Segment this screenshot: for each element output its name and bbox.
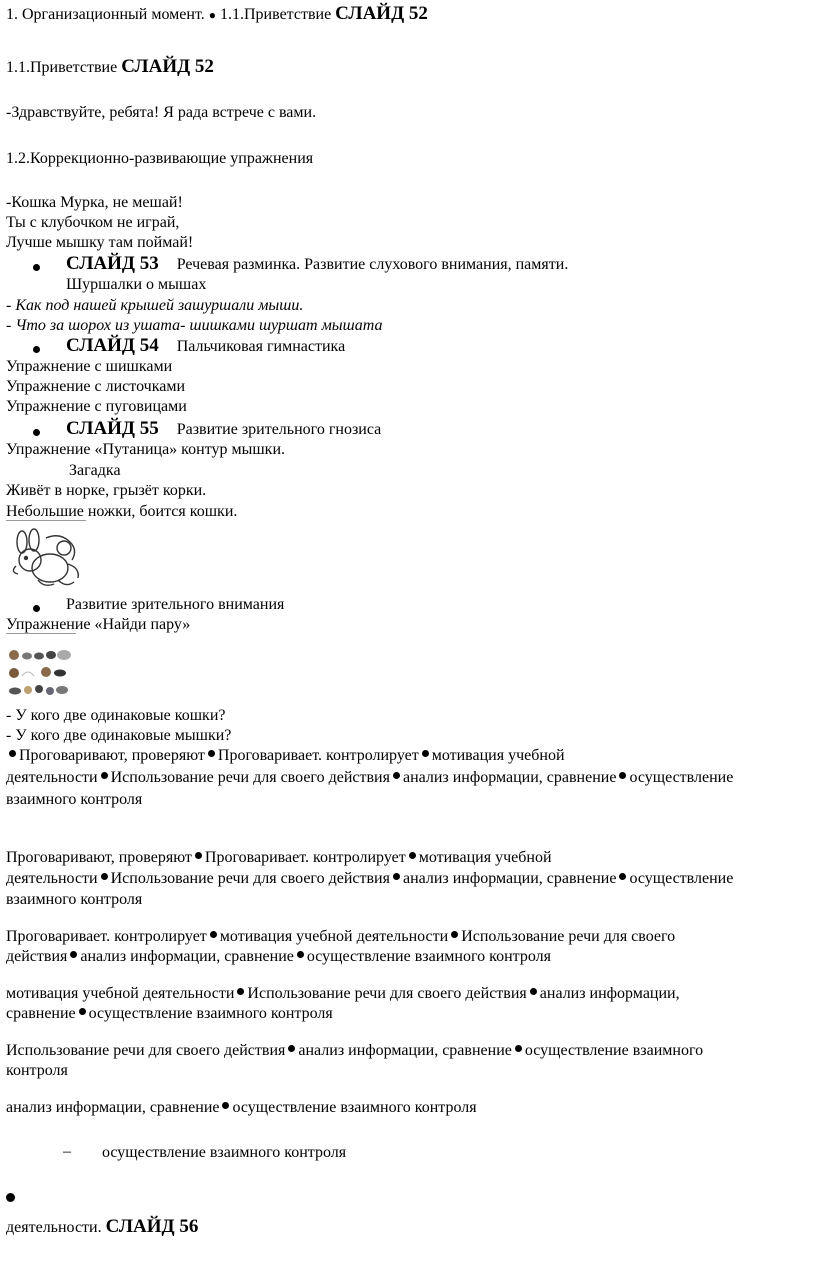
bullet-icon [515,1045,522,1052]
bullet-icon [619,873,626,880]
summary-item: мотивация учебной деятельности [219,928,449,945]
bullet-icon [210,931,217,938]
summary-item: действия [6,948,68,965]
summary-item: Использование речи для своего [461,928,676,945]
slide-54-text: Пальчиковая гимнастика [176,338,346,355]
greeting-section-text: 1.1.Приветствие [219,6,332,23]
summary-item: анализ информации, [539,985,680,1002]
slide-55-item [66,419,381,440]
tangle-exercise: Упражнение «Путаница» контур мышки. [6,441,285,458]
summary-block-4-line-2 [6,1004,333,1024]
slide-53-item [66,254,568,275]
summary-item: Использование речи для своего действия [110,870,390,887]
find-pair-exercise: Упражнение «Найди пару» [6,616,191,633]
list-bullet-icon [33,264,40,271]
summary-block-1-line-1 [6,746,565,766]
section-1-2-title: 1.2.Коррекционно-развивающие упражнения [6,150,314,167]
summary-block-4-line-1 [6,984,680,1004]
summary-item: Использование речи для своего действия [247,985,527,1002]
summary-item: Проговаривают, проверяют [19,747,205,764]
exercise-line: Упражнение с пуговицами [6,398,187,415]
bullet-icon [101,772,108,779]
slide-52-label: СЛАЙД 52 [121,56,214,77]
list-bullet-icon [33,429,40,436]
find-pair-image [6,646,76,702]
greeting-section-text: 1.1.Приветствие [6,59,118,76]
slide-54-label: СЛАЙД 54 [66,335,159,356]
summary-item: деятельности [6,870,98,887]
final-text: деятельности. [6,1219,102,1236]
bullet-icon [237,988,244,995]
summary-item: мотивация учебной деятельности [6,985,235,1002]
bullet-icon [393,873,400,880]
summary-item: Проговаривает. контролирует [204,849,406,866]
summary-block-5-line-2: контроля [6,1062,68,1079]
summary-block-1-line-2 [6,768,733,788]
summary-item: осуществление [629,769,734,786]
slide-53-label: СЛАЙД 53 [66,253,159,274]
bullet-icon [101,873,108,880]
slide-55-label: СЛАЙД 55 [66,418,159,439]
summary-block-2-line-1 [6,848,552,868]
divider [6,633,76,634]
summary-item: Проговаривает. контролирует [6,928,207,945]
summary-item: мотивация учебной [431,747,565,764]
bullet-icon [619,772,626,779]
summary-block-3-line-2 [6,947,551,967]
riddle-title: Загадка [69,462,121,479]
summary-item: анализ информации, сравнение [402,870,617,887]
final-line [6,1217,198,1238]
slide-53-text: Речевая разминка. Развитие слухового внимания, памяти. [176,256,569,273]
bullet-icon [451,931,458,938]
bullet-icon [195,852,202,859]
bullet-icon [409,852,416,859]
summary-item: анализ информации, сравнение [6,1099,220,1116]
divider [6,520,86,521]
summary-block-6 [6,1098,477,1118]
bullet-icon [6,1193,15,1202]
exercise-line: Упражнение с листочками [6,378,186,395]
summary-item: анализ информации, сравнение [298,1042,512,1059]
tangle-mouse-image [8,528,84,590]
heading-line-2 [6,57,214,78]
bullet-icon: ● [208,8,216,22]
riddle-line: Живёт в норке, грызёт корки. [6,482,207,499]
bullet-icon [208,750,215,757]
slide-54-item [66,336,345,357]
org-moment-text: 1. Организационный момент. [6,6,205,23]
greeting-text: -Здравствуйте, ребята! Я рада встрече с вами. [6,104,317,121]
summary-block-5-line-1 [6,1041,703,1061]
summary-block-2-line-3: взаимного контроля [6,891,143,908]
bullet-icon [9,750,16,757]
bullet-icon [70,951,77,958]
summary-item: деятельности [6,769,98,786]
summary-item: осуществление взаимного [524,1042,704,1059]
summary-item: анализ информации, сравнение [80,948,294,965]
summary-item: мотивация учебной [418,849,552,866]
bullet-icon [288,1045,295,1052]
bullet-icon [222,1102,229,1109]
summary-item: осуществление взаимного контроля [306,948,551,965]
summary-item: Проговаривают, проверяют [6,849,192,866]
summary-item: Использование речи для своего действия [110,769,390,786]
poem-line: -Кошка Мурка, не мешай! [6,194,183,211]
bullet-icon [422,750,429,757]
summary-block-3-line-1 [6,927,675,947]
summary-item: Проговаривает. контролирует [217,747,419,764]
question-line: - У кого две одинаковые мышки? [6,727,232,744]
poem-line: Ты с клубочком не играй, [6,214,180,231]
rhyme-line: - Что за шорох из ушата- шишками шуршат мышата [6,317,383,334]
summary-item: сравнение [6,1005,76,1022]
summary-item: анализ информации, сравнение [402,769,617,786]
slide-52-label: СЛАЙД 52 [335,3,428,24]
heading-line-1 [6,4,428,25]
visual-attention-item: Развитие зрительного внимания [66,596,285,613]
bullet-icon [393,772,400,779]
dash-marker: – [63,1143,71,1160]
list-bullet-icon [33,605,40,612]
summary-item: осуществление взаимного контроля [232,1099,477,1116]
slide-55-text: Развитие зрительного гнозиса [176,421,382,438]
summary-block-1-line-3: взаимного контроля [6,791,143,808]
list-bullet-icon [33,346,40,353]
dash-item-text: осуществление взаимного контроля [102,1144,347,1161]
bullet-icon [79,1008,86,1015]
summary-item: осуществление взаимного контроля [88,1005,333,1022]
bullet-icon [297,951,304,958]
summary-item: осуществление [629,870,734,887]
poem-line: Лучше мышку там поймай! [6,234,194,251]
bullet-icon [530,988,537,995]
rhyme-line: - Как под нашей крышей зашуршали мыши. [6,297,304,314]
summary-block-2-line-2 [6,869,733,889]
summary-item: Использование речи для своего действия [6,1042,286,1059]
exercise-line: Упражнение с шишками [6,358,173,375]
question-line: - У кого две одинаковые кошки? [6,707,226,724]
riddle-line: Небольшие ножки, боится кошки. [6,503,238,520]
rustlers-title: Шуршалки о мышах [66,276,207,293]
slide-56-label: СЛАЙД 56 [105,1216,199,1237]
